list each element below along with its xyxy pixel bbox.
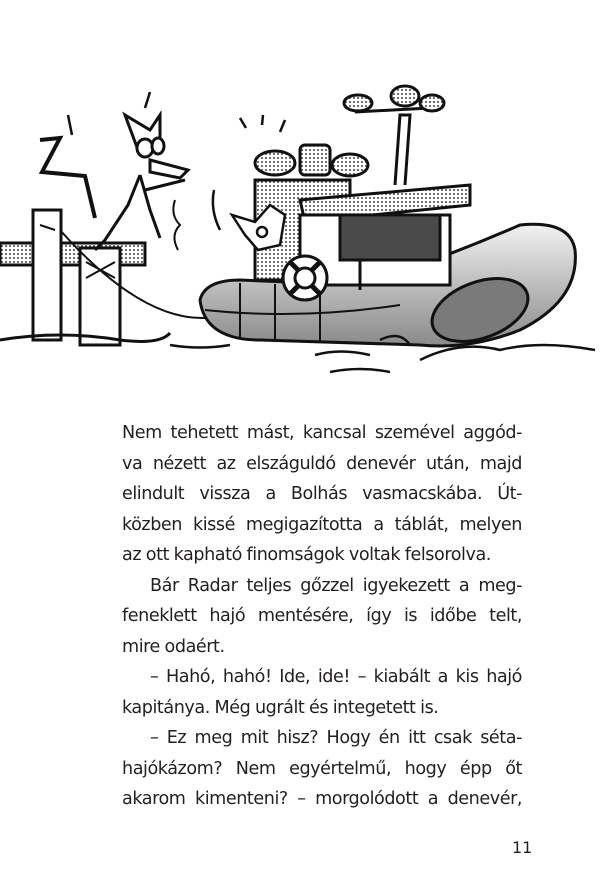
text-line: – Hahó, hahó! Ide, ide! – kiabált a kis hajó xyxy=(150,667,522,687)
text-line: – Ez meg mit hisz? Hogy én itt csak séta- xyxy=(150,728,522,748)
text-line: kapitánya. Még ugrált és integetett is. xyxy=(122,697,439,718)
page-number: 11 xyxy=(512,838,533,857)
story-text xyxy=(122,418,522,815)
text-line: va nézett az elszáguldó denevér után, majd xyxy=(122,453,522,474)
text-line: akarom kimenteni? – morgolódott a denevér, xyxy=(122,789,522,809)
text-line: mire odaért. xyxy=(122,636,225,657)
text-line: elindult vissza a Bolhás vasmacskába. Út- xyxy=(122,484,522,504)
radar-mast xyxy=(255,86,444,185)
life-ring xyxy=(283,256,327,300)
text-line: Nem tehetett mást, kancsal szemével aggód- xyxy=(122,423,522,443)
text-line: közben kissé megigazította a táblát, melyen xyxy=(122,514,522,535)
text-line: az ott kapható finomságok voltak felsorolva. xyxy=(122,545,491,565)
story-illustration xyxy=(0,80,600,390)
text-line: hajókázom? Nem egyértelmű, hogy épp őt xyxy=(122,758,522,779)
pier xyxy=(0,210,170,345)
text-line: Bár Radar teljes gőzzel igyekezett a meg- xyxy=(150,575,522,596)
text-line: feneklett hajó mentésére, így is időbe telt, xyxy=(122,606,522,626)
